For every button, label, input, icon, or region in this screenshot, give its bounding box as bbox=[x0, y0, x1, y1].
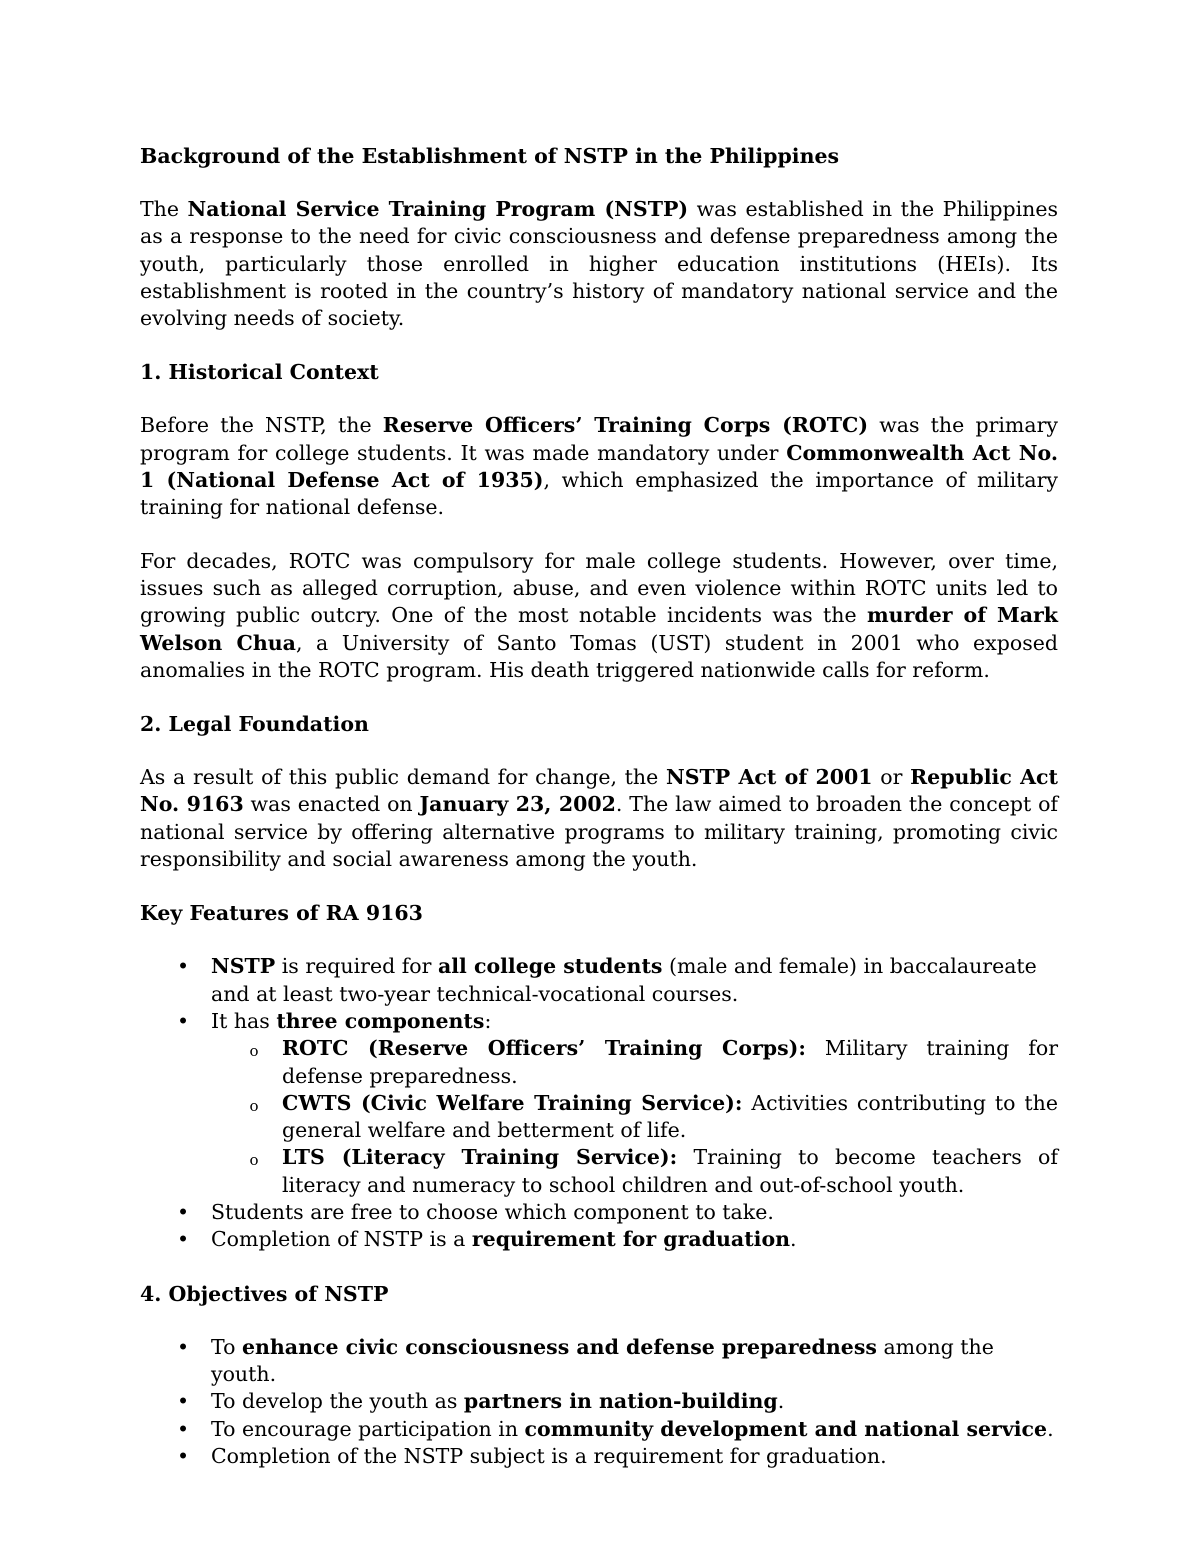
list-item bbox=[140, 1334, 1058, 1389]
sub-list-item bbox=[211, 1035, 1058, 1090]
list-item bbox=[140, 1199, 1058, 1226]
text-run: The bbox=[140, 197, 188, 221]
text-run: Military training for defense preparedness. bbox=[282, 1036, 1058, 1088]
bold-text: partners in nation-building bbox=[463, 1389, 778, 1414]
text-run: or bbox=[872, 765, 911, 790]
bold-text: Commonwealth Act No. 1 (National Defense Act of 1935) bbox=[140, 440, 1058, 493]
bullet-icon: • bbox=[176, 1416, 190, 1441]
text-run: Training to become teachers of literacy and numeracy to school children and out-of-school youth. bbox=[282, 1145, 1058, 1197]
bold-text: murder of Mark Welson Chua bbox=[140, 603, 1058, 655]
text-run: As a result of this public demand for change, the bbox=[140, 765, 666, 790]
list-item bbox=[140, 1226, 1058, 1253]
key-features-list bbox=[140, 953, 1058, 1253]
text-run: Completion of the NSTP subject is a requirement for graduation. bbox=[211, 1443, 887, 1468]
legal-paragraph bbox=[140, 764, 1058, 873]
text-run: Before the NSTP, the bbox=[140, 413, 383, 438]
bold-text: National Service Training Program (NSTP) bbox=[187, 197, 689, 221]
bullet-icon: • bbox=[176, 1334, 190, 1359]
list-item bbox=[140, 1388, 1058, 1415]
text-run: Activities contributing to the general welfare and betterment of life. bbox=[282, 1090, 1058, 1143]
text-run: . bbox=[777, 1389, 785, 1414]
section-heading-objectives: 4. Objectives of NSTP bbox=[140, 1281, 389, 1306]
text-run: was established in the Philippines as a response to the need for civic consciousness and defense preparedness among the youth, particularly those enrolled in higher education institutions (HEIs). Its establishment is rooted in the country’s history of mandatory national service and the evolving needs of society. bbox=[140, 197, 1058, 331]
bullet-icon: • bbox=[176, 1389, 190, 1414]
section-heading-historical-context: 1. Historical Context bbox=[140, 360, 379, 385]
bullet-icon: • bbox=[176, 1008, 190, 1033]
list-item bbox=[140, 1443, 1058, 1470]
list-item bbox=[140, 953, 1058, 1008]
bold-text: Republic Act No. 9163 bbox=[140, 765, 1058, 817]
text-run: was the primary program for college students. It was made mandatory under bbox=[140, 413, 1058, 465]
text-run: , a University of Santo Tomas (UST) student in 2001 who exposed anomalies in the ROTC program. His death triggered nationwide calls for reform. bbox=[140, 630, 1058, 682]
text-run: . bbox=[1047, 1416, 1054, 1441]
components-sublist bbox=[211, 1035, 1058, 1199]
intro-paragraph bbox=[140, 196, 1058, 332]
sub-list-item bbox=[211, 1090, 1058, 1145]
objectives-list bbox=[140, 1334, 1058, 1470]
text-run: To bbox=[211, 1334, 242, 1359]
circle-bullet-icon: o bbox=[249, 1151, 259, 1170]
text-run: , which emphasized the importance of military training for national defense. bbox=[140, 468, 1059, 520]
historical-paragraph-1 bbox=[140, 412, 1058, 521]
text-run: Students are free to choose which component to take. bbox=[211, 1200, 774, 1225]
list-item bbox=[140, 1008, 1058, 1199]
section-heading-key-features: Key Features of RA 9163 bbox=[140, 901, 423, 926]
bold-text: CWTS (Civic Welfare Training Service): bbox=[282, 1090, 743, 1115]
bold-text: January 23, 2002 bbox=[419, 792, 616, 817]
bold-text: Reserve Officers’ Training Corps (ROTC) bbox=[382, 413, 869, 438]
bullet-icon: • bbox=[176, 1227, 190, 1252]
text-run: among the youth. bbox=[211, 1334, 994, 1386]
text-run: is required for bbox=[275, 954, 438, 979]
bold-text: three components bbox=[276, 1008, 485, 1033]
text-run: . bbox=[790, 1227, 797, 1252]
text-run: To encourage participation in bbox=[211, 1416, 525, 1441]
text-run: To develop the youth as bbox=[211, 1389, 464, 1414]
section-heading-legal-foundation: 2. Legal Foundation bbox=[140, 712, 369, 737]
sub-list-item bbox=[211, 1144, 1058, 1199]
text-run: It has bbox=[211, 1008, 277, 1033]
bullet-icon: • bbox=[176, 1443, 190, 1468]
historical-paragraph-2 bbox=[140, 548, 1058, 684]
bold-text: enhance civic consciousness and defense preparedness bbox=[241, 1334, 877, 1359]
list-item bbox=[140, 1416, 1058, 1443]
document-body bbox=[140, 142, 1058, 1496]
text-run: (male and female) in baccalaureate and at least two-year technical-vocational courses. bbox=[211, 954, 1037, 1006]
text-run: was enacted on bbox=[243, 792, 420, 817]
text-run: : bbox=[484, 1008, 492, 1033]
circle-bullet-icon: o bbox=[249, 1042, 259, 1061]
text-run: For decades, ROTC was compulsory for male college students. However, over time, issues such as alleged corruption, abuse, and even violence within ROTC units led to growing public outcry. One of the most notable incidents was the bbox=[140, 548, 1058, 628]
bold-text: community development and national service bbox=[524, 1416, 1048, 1441]
bullet-icon: • bbox=[176, 954, 190, 979]
bold-text: requirement for graduation bbox=[471, 1227, 791, 1252]
circle-bullet-icon: o bbox=[249, 1096, 259, 1115]
bold-text: NSTP Act of 2001 bbox=[665, 765, 873, 790]
bold-text: LTS (Literacy Training Service): bbox=[282, 1145, 678, 1170]
bullet-icon: • bbox=[176, 1200, 190, 1225]
bold-text: NSTP bbox=[211, 954, 276, 979]
document-title: Background of the Establishment of NSTP in the Philippines bbox=[140, 144, 840, 168]
text-run: Completion of NSTP is a bbox=[211, 1227, 472, 1252]
text-run: . The law aimed to broaden the concept of national service by offering alternative programs to military training, promoting civic responsibility and social awareness among the youth. bbox=[140, 792, 1059, 872]
bold-text: ROTC (Reserve Officers’ Training Corps): bbox=[282, 1036, 806, 1061]
bold-text: all college students bbox=[437, 954, 663, 979]
